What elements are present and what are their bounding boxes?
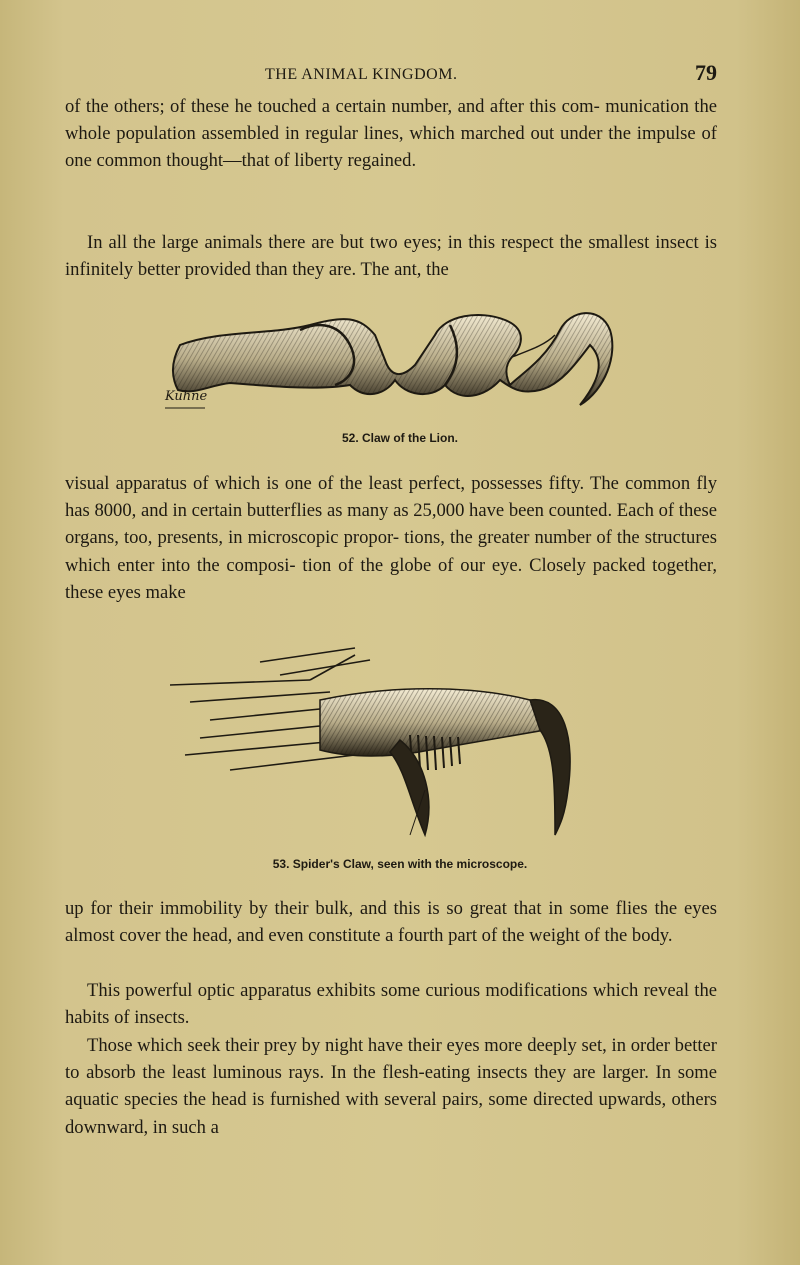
page-header [65,62,715,92]
running-head: THE ANIMAL KINGDOM. [265,66,458,83]
page-number: 79 [695,60,717,85]
paragraph-5: This powerful optic apparatus exhibits some curious modifications which reveal the habits of insects. [65,980,717,1029]
paragraph-1: of the others; of these he touched a certain number, and after this com- munication the whole population assembled in regular lines, which marched out under the impulse of one common thought—that of liberty regained. [65,96,717,172]
engraver-signature: Kuhne [165,389,208,404]
spider-claw-illustration [170,640,590,850]
figure-53-caption: 53. Spider's Claw, seen with the microscope. [272,857,528,871]
paragraph-2: In all the large animals there are but two eyes; in this respect the smallest insect is infinitely better provided than they are. The ant, the [65,232,717,281]
lion-claw-illustration [160,305,640,425]
paragraph-4: up for their immobility by their bulk, and this is so great that in some flies the eyes almost cover the head, and even constitute a fourth part of the weight of the body. [65,898,717,947]
figure-52-caption: 52. Claw of the Lion. [341,431,458,445]
paragraph-6: Those which seek their prey by night have their eyes more deeply set, in order better to absorb the least luminous rays. In the flesh-eating insects they are larger. In some aquatic species the head is furnished with several pairs, some directed upwards, others downward, in such a [65,1035,717,1138]
paragraph-3: visual apparatus of which is one of the least perfect, possesses fifty. The common fly has 8000, and in certain butterflies as many as 25,000 have been counted. Each of these organs, too, presents, in microscopic propor- tions, the greater number of the structures which enter into the composi- tion of the globe of our eye. Closely packed together, these eyes make [65,473,717,603]
